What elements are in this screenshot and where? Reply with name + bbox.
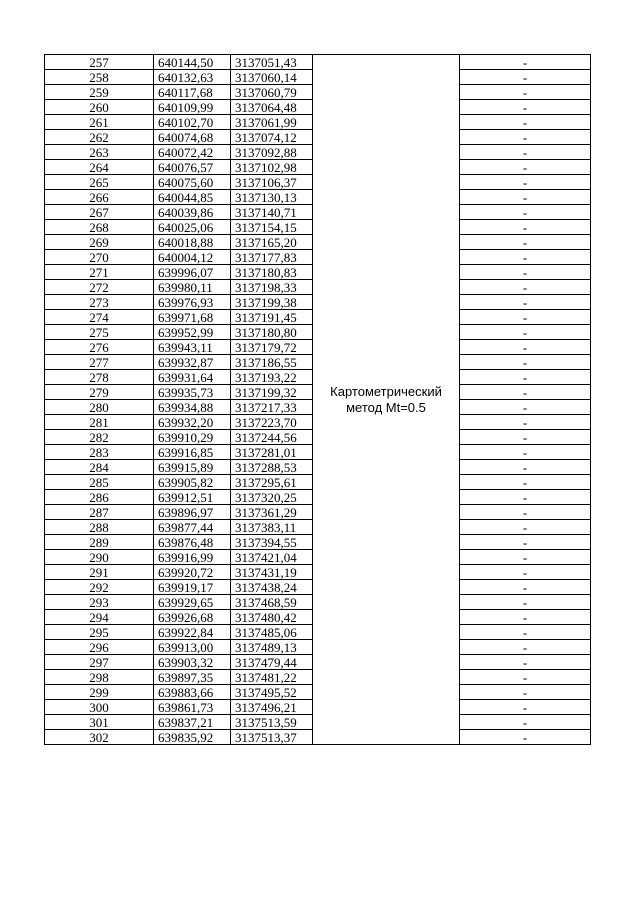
x-coordinate-cell: 639883,66 (154, 685, 231, 700)
y-coordinate-cell: 3137179,72 (231, 340, 313, 355)
y-coordinate-cell: 3137154,15 (231, 220, 313, 235)
x-coordinate-cell: 639926,68 (154, 610, 231, 625)
table-row (45, 55, 591, 70)
accuracy-cell: - (460, 730, 591, 745)
x-coordinate-cell: 639896,97 (154, 505, 231, 520)
x-coordinate-cell: 639861,73 (154, 700, 231, 715)
y-coordinate-cell: 3137092,88 (231, 145, 313, 160)
y-coordinate-cell: 3137223,70 (231, 415, 313, 430)
point-number-cell: 264 (45, 160, 154, 175)
accuracy-cell: - (460, 595, 591, 610)
accuracy-cell: - (460, 70, 591, 85)
point-number-cell: 274 (45, 310, 154, 325)
x-coordinate-cell: 639915,89 (154, 460, 231, 475)
x-coordinate-cell: 639905,82 (154, 475, 231, 490)
point-number-cell: 261 (45, 115, 154, 130)
y-coordinate-cell: 3137438,24 (231, 580, 313, 595)
accuracy-cell: - (460, 190, 591, 205)
point-number-cell: 296 (45, 640, 154, 655)
x-coordinate-cell: 640004,12 (154, 250, 231, 265)
accuracy-cell: - (460, 640, 591, 655)
y-coordinate-cell: 3137479,44 (231, 655, 313, 670)
x-coordinate-cell: 640039,86 (154, 205, 231, 220)
x-coordinate-cell: 640076,57 (154, 160, 231, 175)
accuracy-cell: - (460, 430, 591, 445)
accuracy-cell: - (460, 370, 591, 385)
point-number-cell: 270 (45, 250, 154, 265)
point-number-cell: 302 (45, 730, 154, 745)
point-number-cell: 273 (45, 295, 154, 310)
point-number-cell: 286 (45, 490, 154, 505)
accuracy-cell: - (460, 85, 591, 100)
y-coordinate-cell: 3137295,61 (231, 475, 313, 490)
accuracy-cell: - (460, 205, 591, 220)
accuracy-cell: - (460, 265, 591, 280)
y-coordinate-cell: 3137191,45 (231, 310, 313, 325)
coordinates-table-body (45, 55, 591, 745)
point-number-cell: 285 (45, 475, 154, 490)
point-number-cell: 278 (45, 370, 154, 385)
y-coordinate-cell: 3137496,21 (231, 700, 313, 715)
x-coordinate-cell: 639922,84 (154, 625, 231, 640)
accuracy-cell: - (460, 715, 591, 730)
accuracy-cell: - (460, 175, 591, 190)
y-coordinate-cell: 3137495,52 (231, 685, 313, 700)
x-coordinate-cell: 639934,88 (154, 400, 231, 415)
accuracy-cell: - (460, 145, 591, 160)
point-number-cell: 275 (45, 325, 154, 340)
point-number-cell: 260 (45, 100, 154, 115)
accuracy-cell: - (460, 505, 591, 520)
y-coordinate-cell: 3137394,55 (231, 535, 313, 550)
x-coordinate-cell: 639913,00 (154, 640, 231, 655)
accuracy-cell: - (460, 385, 591, 400)
point-number-cell: 263 (45, 145, 154, 160)
point-number-cell: 300 (45, 700, 154, 715)
accuracy-cell: - (460, 355, 591, 370)
point-number-cell: 283 (45, 445, 154, 460)
accuracy-cell: - (460, 625, 591, 640)
accuracy-cell: - (460, 610, 591, 625)
y-coordinate-cell: 3137186,55 (231, 355, 313, 370)
point-number-cell: 259 (45, 85, 154, 100)
y-coordinate-cell: 3137199,38 (231, 295, 313, 310)
accuracy-cell: - (460, 655, 591, 670)
x-coordinate-cell: 639929,65 (154, 595, 231, 610)
point-number-cell: 271 (45, 265, 154, 280)
method-label-line1: Картометрический (330, 383, 442, 399)
point-number-cell: 272 (45, 280, 154, 295)
y-coordinate-cell: 3137061,99 (231, 115, 313, 130)
y-coordinate-cell: 3137180,80 (231, 325, 313, 340)
accuracy-cell: - (460, 550, 591, 565)
point-number-cell: 290 (45, 550, 154, 565)
y-coordinate-cell: 3137244,56 (231, 430, 313, 445)
y-coordinate-cell: 3137102,98 (231, 160, 313, 175)
point-number-cell: 289 (45, 535, 154, 550)
y-coordinate-cell: 3137288,53 (231, 460, 313, 475)
accuracy-cell: - (460, 700, 591, 715)
y-coordinate-cell: 3137421,04 (231, 550, 313, 565)
x-coordinate-cell: 640075,60 (154, 175, 231, 190)
x-coordinate-cell: 640109,99 (154, 100, 231, 115)
accuracy-cell: - (460, 490, 591, 505)
x-coordinate-cell: 639837,21 (154, 715, 231, 730)
accuracy-cell: - (460, 460, 591, 475)
point-number-cell: 295 (45, 625, 154, 640)
point-number-cell: 266 (45, 190, 154, 205)
accuracy-cell: - (460, 310, 591, 325)
method-cell (313, 55, 460, 745)
y-coordinate-cell: 3137165,20 (231, 235, 313, 250)
y-coordinate-cell: 3137217,33 (231, 400, 313, 415)
point-number-cell: 281 (45, 415, 154, 430)
y-coordinate-cell: 3137320,25 (231, 490, 313, 505)
point-number-cell: 276 (45, 340, 154, 355)
point-number-cell: 297 (45, 655, 154, 670)
accuracy-cell: - (460, 160, 591, 175)
coordinates-table (44, 54, 591, 745)
accuracy-cell: - (460, 130, 591, 145)
x-coordinate-cell: 639932,20 (154, 415, 231, 430)
x-coordinate-cell: 639971,68 (154, 310, 231, 325)
x-coordinate-cell: 639976,93 (154, 295, 231, 310)
accuracy-cell: - (460, 400, 591, 415)
x-coordinate-cell: 640018,88 (154, 235, 231, 250)
accuracy-cell: - (460, 115, 591, 130)
point-number-cell: 262 (45, 130, 154, 145)
x-coordinate-cell: 640072,42 (154, 145, 231, 160)
y-coordinate-cell: 3137064,48 (231, 100, 313, 115)
accuracy-cell: - (460, 55, 591, 70)
accuracy-cell: - (460, 295, 591, 310)
y-coordinate-cell: 3137481,22 (231, 670, 313, 685)
y-coordinate-cell: 3137140,71 (231, 205, 313, 220)
accuracy-cell: - (460, 685, 591, 700)
x-coordinate-cell: 639912,51 (154, 490, 231, 505)
point-number-cell: 258 (45, 70, 154, 85)
point-number-cell: 288 (45, 520, 154, 535)
point-number-cell: 301 (45, 715, 154, 730)
accuracy-cell: - (460, 280, 591, 295)
accuracy-cell: - (460, 580, 591, 595)
point-number-cell: 267 (45, 205, 154, 220)
y-coordinate-cell: 3137060,14 (231, 70, 313, 85)
point-number-cell: 287 (45, 505, 154, 520)
x-coordinate-cell: 639952,99 (154, 325, 231, 340)
x-coordinate-cell: 640044,85 (154, 190, 231, 205)
y-coordinate-cell: 3137513,37 (231, 730, 313, 745)
method-label-line2: метод Mt=0.5 (346, 399, 426, 415)
x-coordinate-cell: 640102,70 (154, 115, 231, 130)
x-coordinate-cell: 640025,06 (154, 220, 231, 235)
accuracy-cell: - (460, 220, 591, 235)
x-coordinate-cell: 639919,17 (154, 580, 231, 595)
accuracy-cell: - (460, 520, 591, 535)
x-coordinate-cell: 639943,11 (154, 340, 231, 355)
y-coordinate-cell: 3137130,13 (231, 190, 313, 205)
point-number-cell: 282 (45, 430, 154, 445)
x-coordinate-cell: 640117,68 (154, 85, 231, 100)
y-coordinate-cell: 3137361,29 (231, 505, 313, 520)
y-coordinate-cell: 3137051,43 (231, 55, 313, 70)
point-number-cell: 277 (45, 355, 154, 370)
accuracy-cell: - (460, 325, 591, 340)
y-coordinate-cell: 3137480,42 (231, 610, 313, 625)
y-coordinate-cell: 3137180,83 (231, 265, 313, 280)
x-coordinate-cell: 639877,44 (154, 520, 231, 535)
accuracy-cell: - (460, 235, 591, 250)
y-coordinate-cell: 3137383,11 (231, 520, 313, 535)
x-coordinate-cell: 639935,73 (154, 385, 231, 400)
point-number-cell: 291 (45, 565, 154, 580)
point-number-cell: 265 (45, 175, 154, 190)
x-coordinate-cell: 639980,11 (154, 280, 231, 295)
y-coordinate-cell: 3137106,37 (231, 175, 313, 190)
x-coordinate-cell: 639897,35 (154, 670, 231, 685)
point-number-cell: 298 (45, 670, 154, 685)
y-coordinate-cell: 3137281,01 (231, 445, 313, 460)
accuracy-cell: - (460, 445, 591, 460)
accuracy-cell: - (460, 565, 591, 580)
y-coordinate-cell: 3137431,19 (231, 565, 313, 580)
y-coordinate-cell: 3137060,79 (231, 85, 313, 100)
point-number-cell: 293 (45, 595, 154, 610)
y-coordinate-cell: 3137485,06 (231, 625, 313, 640)
point-number-cell: 280 (45, 400, 154, 415)
accuracy-cell: - (460, 340, 591, 355)
y-coordinate-cell: 3137468,59 (231, 595, 313, 610)
y-coordinate-cell: 3137489,13 (231, 640, 313, 655)
y-coordinate-cell: 3137199,32 (231, 385, 313, 400)
x-coordinate-cell: 639996,07 (154, 265, 231, 280)
point-number-cell: 294 (45, 610, 154, 625)
x-coordinate-cell: 639876,48 (154, 535, 231, 550)
point-number-cell: 292 (45, 580, 154, 595)
x-coordinate-cell: 639835,92 (154, 730, 231, 745)
x-coordinate-cell: 639920,72 (154, 565, 231, 580)
point-number-cell: 269 (45, 235, 154, 250)
x-coordinate-cell: 640144,50 (154, 55, 231, 70)
accuracy-cell: - (460, 415, 591, 430)
y-coordinate-cell: 3137193,22 (231, 370, 313, 385)
y-coordinate-cell: 3137198,33 (231, 280, 313, 295)
x-coordinate-cell: 640074,68 (154, 130, 231, 145)
point-number-cell: 284 (45, 460, 154, 475)
x-coordinate-cell: 639932,87 (154, 355, 231, 370)
x-coordinate-cell: 639931,64 (154, 370, 231, 385)
accuracy-cell: - (460, 475, 591, 490)
accuracy-cell: - (460, 535, 591, 550)
accuracy-cell: - (460, 670, 591, 685)
y-coordinate-cell: 3137513,59 (231, 715, 313, 730)
x-coordinate-cell: 640132,63 (154, 70, 231, 85)
accuracy-cell: - (460, 250, 591, 265)
x-coordinate-cell: 639903,32 (154, 655, 231, 670)
point-number-cell: 299 (45, 685, 154, 700)
y-coordinate-cell: 3137074,12 (231, 130, 313, 145)
x-coordinate-cell: 639916,99 (154, 550, 231, 565)
y-coordinate-cell: 3137177,83 (231, 250, 313, 265)
accuracy-cell: - (460, 100, 591, 115)
x-coordinate-cell: 639916,85 (154, 445, 231, 460)
point-number-cell: 279 (45, 385, 154, 400)
point-number-cell: 257 (45, 55, 154, 70)
x-coordinate-cell: 639910,29 (154, 430, 231, 445)
point-number-cell: 268 (45, 220, 154, 235)
